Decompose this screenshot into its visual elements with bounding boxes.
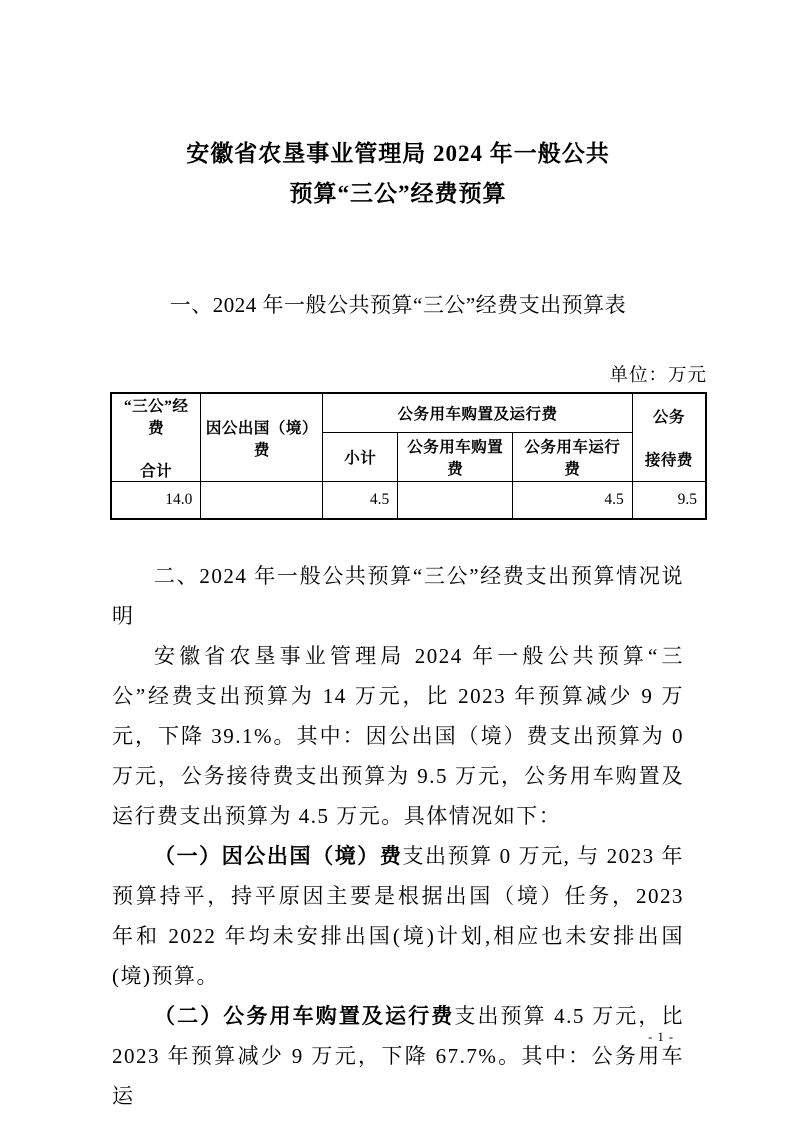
header-sangong-total-line2: 合计: [140, 463, 173, 480]
cell-vehicle-purchase: [398, 482, 513, 519]
header-vehicle-subtotal: 小计: [323, 433, 398, 482]
paragraph-vehicle-fee-lead: （二）公务用车购置及运行费: [154, 1003, 455, 1028]
paragraph-abroad-fee-lead: （一）因公出国（境）费: [154, 843, 403, 868]
budget-table-zone: [110, 363, 707, 520]
paragraph-abroad-fee-rest: 支出预算 0 万元, 与 2023 年预算持平，持平原因主要是根据出国（境）任务，2023 年和 2022 年均未安排出国(境)计划,相应也未安排出国(境)预算。: [112, 843, 685, 988]
header-sangong-total: [111, 393, 201, 482]
section1-heading: 一、2024 年一般公共预算“三公”经费支出预算表: [169, 293, 627, 317]
page-number: - 1 -: [648, 1030, 674, 1044]
cell-abroad: [201, 482, 323, 519]
cell-reception: 9.5: [632, 482, 706, 519]
title-line-1: 安徽省农垦事业管理局 2024 年一般公共: [186, 141, 610, 166]
sangong-budget-table: [110, 392, 707, 520]
cell-vehicle-operation: 4.5: [513, 482, 633, 519]
table-data-row: [111, 482, 706, 519]
paragraph-vehicle-fee-rest: 支出预算 4.5 万元，比 2023 年预算减少 9 万元，下降 67.7%。其中：公务用车运: [112, 1003, 685, 1108]
unit-label: 单位：万元: [609, 366, 707, 386]
paragraph-vehicle-fee: [112, 996, 684, 1116]
header-vehicle-operation: 公务用车运行费: [513, 433, 633, 482]
header-sangong-total-line1: “三公”经费: [123, 398, 189, 437]
document-title: [112, 134, 684, 214]
header-abroad-fee: 因公出国（境）费: [201, 393, 323, 482]
section2-heading: 二、2024 年一般公共预算“三公”经费支出预算情况说明: [112, 563, 684, 628]
header-reception-line2: 接待费: [644, 452, 693, 469]
section2-intro-paragraph: 安徽省农垦事业管理局 2024 年一般公共预算“三公”经费支出预算为 14 万元，比 2023 年预算减少 9 万元，下降 39.1%。其中：因公出国（境）费支出预算为 0 万元，公务接待费支出预算为 9.5 万元，公务用车购置及运行费支出预算为 4.5 万元。具体情况如下：: [112, 643, 684, 828]
section2-body: [112, 556, 684, 1116]
title-line-2: 预算“三公”经费预算: [289, 181, 507, 206]
header-reception-line1: 公务: [652, 409, 685, 426]
header-vehicle-purchase: 公务用车购置费: [398, 433, 513, 482]
header-reception-fee: [632, 393, 706, 482]
cell-vehicle-subtotal: 4.5: [323, 482, 398, 519]
cell-total: 14.0: [111, 482, 201, 519]
header-vehicle-group: 公务用车购置及运行费: [323, 393, 632, 433]
paragraph-abroad-fee: [112, 836, 684, 996]
